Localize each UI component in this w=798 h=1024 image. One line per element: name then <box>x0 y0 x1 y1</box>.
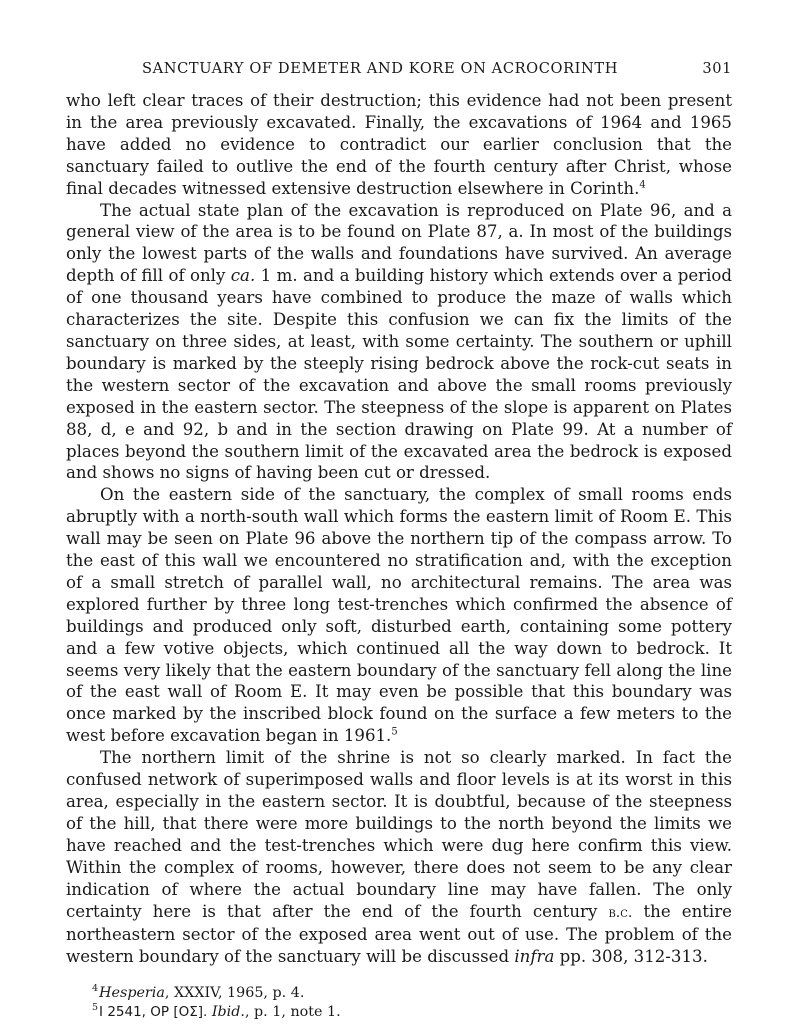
paragraph-1 <box>66 90 732 200</box>
footnotes <box>66 984 732 1022</box>
paragraph-4-text-a: The northern limit of the shrine is not so clearly marked. In fact the confused network of superimposed walls and floor levels is at its worst in this area, especially in the eastern sector. It is doubtful, because of the steepness of the hill, that there were more buildings to the north beyond the limits we have reached and the test-trenches which were dug here confirm this view. Within the complex of rooms, however, there does not seem to be any clear indication of where the actual boundary line may have fallen. The only certainty here is that after the end of the fourth century <box>66 748 732 921</box>
paragraph-2-circa: ca. <box>230 266 256 286</box>
paragraph-2-text-c: 1 m. and a building history which extends over a period of one thousand years have combined to produce the maze of walls which characterizes the site. Despite this confusion we can fix the limits of the sanctuary on three sides, at least, with some certainty. The southern or uphill boundary is marked by the steeply rising bedrock above the rock-cut seats in the western sector of the excavation and above the small rooms previously exposed in the eastern sector. The steepness of the slope is apparent on Plates 88, d, e and 92, b and in the section drawing on Plate 99. At a number of places beyond the southern limit of the excavated area the bedrock is exposed and shows no signs of having been cut or dressed. <box>66 266 732 483</box>
footnote-ref-4: 4 <box>639 179 646 191</box>
paragraph-4-infra: infra <box>514 947 555 967</box>
footnote-4-text: , XXXIV, 1965, p. 4. <box>164 985 305 1002</box>
footnote-ref-5: 5 <box>391 726 398 738</box>
footnote-5-inventory: I 2541, ΟΡ [ΟΣ]. <box>99 1004 208 1021</box>
footnote-5-text: , p. 1, note 1. <box>244 1004 341 1021</box>
paragraph-4 <box>66 747 732 968</box>
running-title: SANCTUARY OF DEMETER AND KORE ON ACROCORINTH <box>142 60 619 77</box>
footnote-4 <box>92 984 732 1003</box>
paragraph-4-text-e: pp. 308, 312-313. <box>554 947 708 967</box>
footnote-5 <box>92 1003 732 1022</box>
paragraph-4-text-c: the entire northeastern sector of the exposed area went out of use. The problem of the western boundary of the sanctuary will be discussed <box>66 901 732 967</box>
body-text <box>66 90 732 968</box>
footnote-4-mark: 4 <box>92 983 99 995</box>
paragraph-1-text: who left clear traces of their destruction; this evidence had not been present in the area previously excavated. Finally, the excavations of 1964 and 1965 have added no evidence to contradict our earlier conclusion that the sanctuary failed to outlive the end of the fourth century after Christ, whose final decades witnessed extensive destruction elsewhere in Corinth. <box>66 91 732 198</box>
page <box>66 56 732 1022</box>
paragraph-3 <box>66 484 732 747</box>
page-number: 301 <box>702 60 732 77</box>
footnote-5-ibid: Ibid. <box>211 1004 245 1021</box>
running-head <box>66 56 732 82</box>
paragraph-3-text: On the eastern side of the sanctuary, the complex of small rooms ends abruptly with a north-south wall which forms the eastern limit of Room E. This wall may be seen on Plate 96 above the northern tip of the compass arrow. To the east of this wall we encountered no stratification and, with the exception of a small stretch of parallel wall, no architectural remains. The area was explored further by three long test-trenches which confirmed the absence of buildings and produced only soft, disturbed earth, containing some pottery and a few votive objects, which continued all the way down to bedrock. It seems very likely that the eastern boundary of the sanctuary fell along the line of the east wall of Room E. It may even be possible that this boundary was once marked by the inscribed block found on the surface a few meters to the west before excavation began in 1961. <box>66 485 732 746</box>
footnote-4-journal: Hesperia <box>99 985 165 1002</box>
paragraph-2 <box>66 200 732 485</box>
paragraph-2-text-a: The actual state plan of the excavation is reproduced on Plate 96, and a general view of the area is to be found on Plate 87, a. In most of the buildings only the lowest parts of the walls and foundations have survived. An average depth of fill of only <box>66 200 732 286</box>
footnote-5-mark: 5 <box>92 1002 99 1014</box>
paragraph-4-bc: b.c. <box>608 904 633 921</box>
